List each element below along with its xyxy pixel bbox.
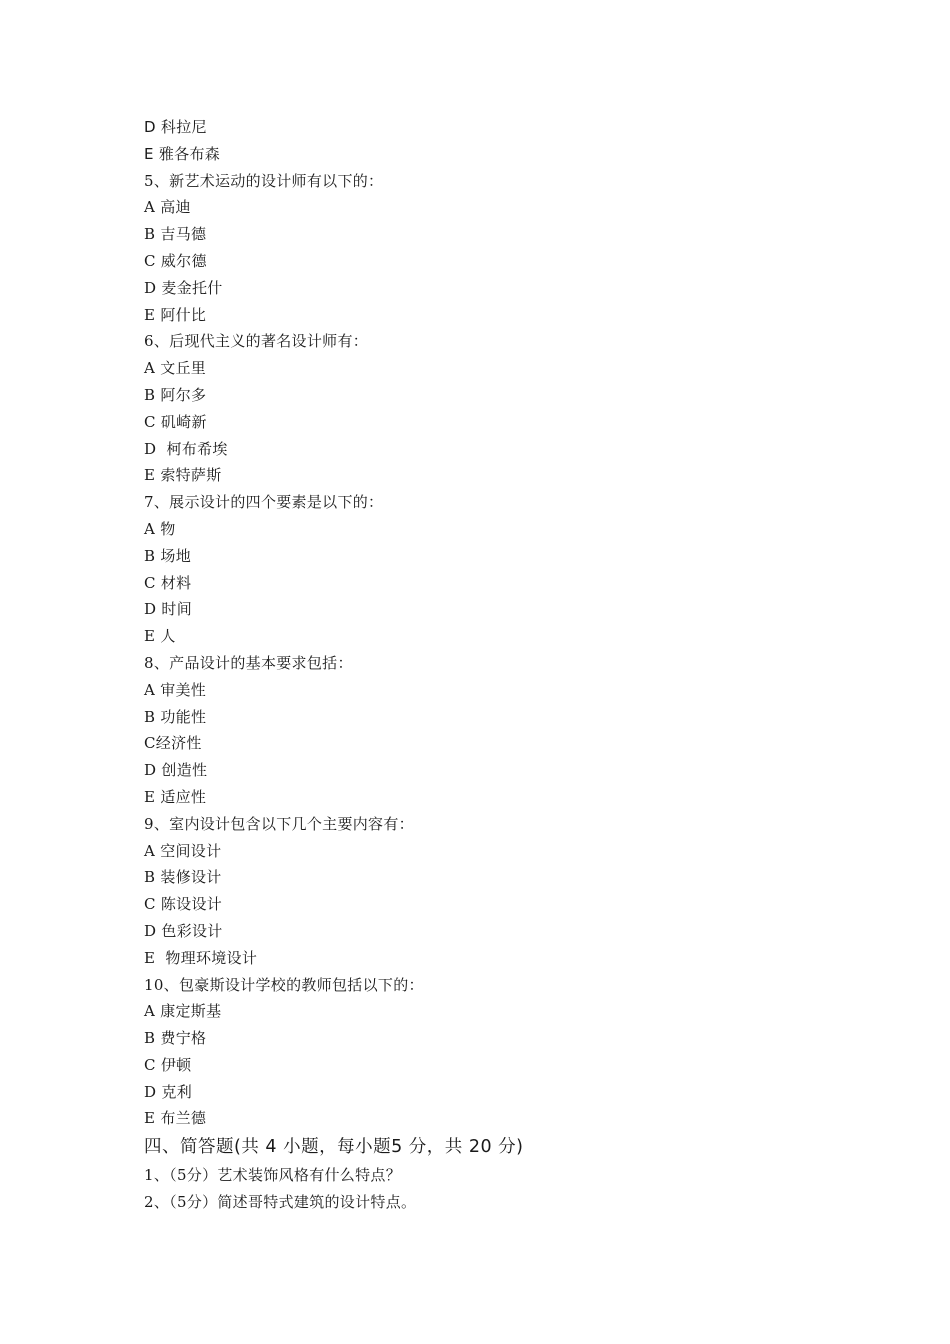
option-text: B 功能性: [144, 707, 207, 726]
question-text: 2、（5分）简述哥特式建筑的设计特点。: [144, 1193, 417, 1212]
option-text: B 场地: [144, 546, 191, 565]
option-text: C 伊顿: [144, 1055, 192, 1074]
question-text: 1、（5分）艺术装饰风格有什么特点？: [144, 1166, 401, 1185]
option-text: C 矶崎新: [144, 412, 207, 431]
option-text: D 麦金托什: [144, 278, 223, 297]
short-answer-list: [144, 1162, 864, 1216]
option-text: C 威尔德: [144, 251, 207, 270]
option-text: D 柯布希埃: [144, 439, 228, 458]
question-list: [144, 168, 864, 1133]
option-text: C经济性: [144, 734, 202, 753]
option-text: D 色彩设计: [144, 921, 223, 940]
option-text: C 陈设设计: [144, 895, 223, 914]
option-text: C 材料: [144, 573, 192, 592]
option-text: A 审美性: [144, 680, 207, 699]
option-text: D 创造性: [144, 761, 208, 780]
option-text: B 阿尔多: [144, 385, 207, 404]
option-text: A 文丘里: [144, 359, 207, 378]
option-text: E 雅各布森: [144, 144, 221, 163]
option-text: D 时间: [144, 600, 192, 619]
option-text: B 费宁格: [144, 1029, 207, 1048]
question-text: 8、产品设计的基本要求包括：: [144, 653, 353, 672]
question-text: 7、展示设计的四个要素是以下的：: [144, 493, 384, 512]
option-text: E 人: [144, 627, 176, 646]
option-text: D 科拉尼: [144, 118, 207, 136]
option-text: B 吉马德: [144, 225, 207, 244]
option-text: E 阿什比: [144, 305, 207, 324]
option-text: E 物理环境设计: [144, 948, 258, 967]
document-content: [144, 114, 864, 1216]
option-text: E 布兰德: [144, 1109, 207, 1128]
question-text: 5、新艺术运动的设计师有以下的：: [144, 171, 384, 190]
option-text: A 空间设计: [144, 841, 222, 860]
option-text: D 克利: [144, 1082, 192, 1101]
option-lines-continued: [144, 114, 864, 168]
question-text: 6、后现代主义的著名设计师有：: [144, 332, 369, 351]
option-text: A 物: [144, 519, 176, 538]
question-text: 9、室内设计包含以下几个主要内容有：: [144, 814, 414, 833]
option-text: E 适应性: [144, 787, 207, 806]
option-text: E 索特萨斯: [144, 466, 222, 485]
section-heading: 四、简答题(共 4 小题，每小题5 分，共 20 分): [144, 1137, 524, 1158]
option-text: A 康定斯基: [144, 1002, 222, 1021]
option-text: A 高迪: [144, 198, 191, 217]
option-text: B 装修设计: [144, 868, 222, 887]
question-text: 10、包豪斯设计学校的教师包括以下的：: [144, 975, 424, 994]
